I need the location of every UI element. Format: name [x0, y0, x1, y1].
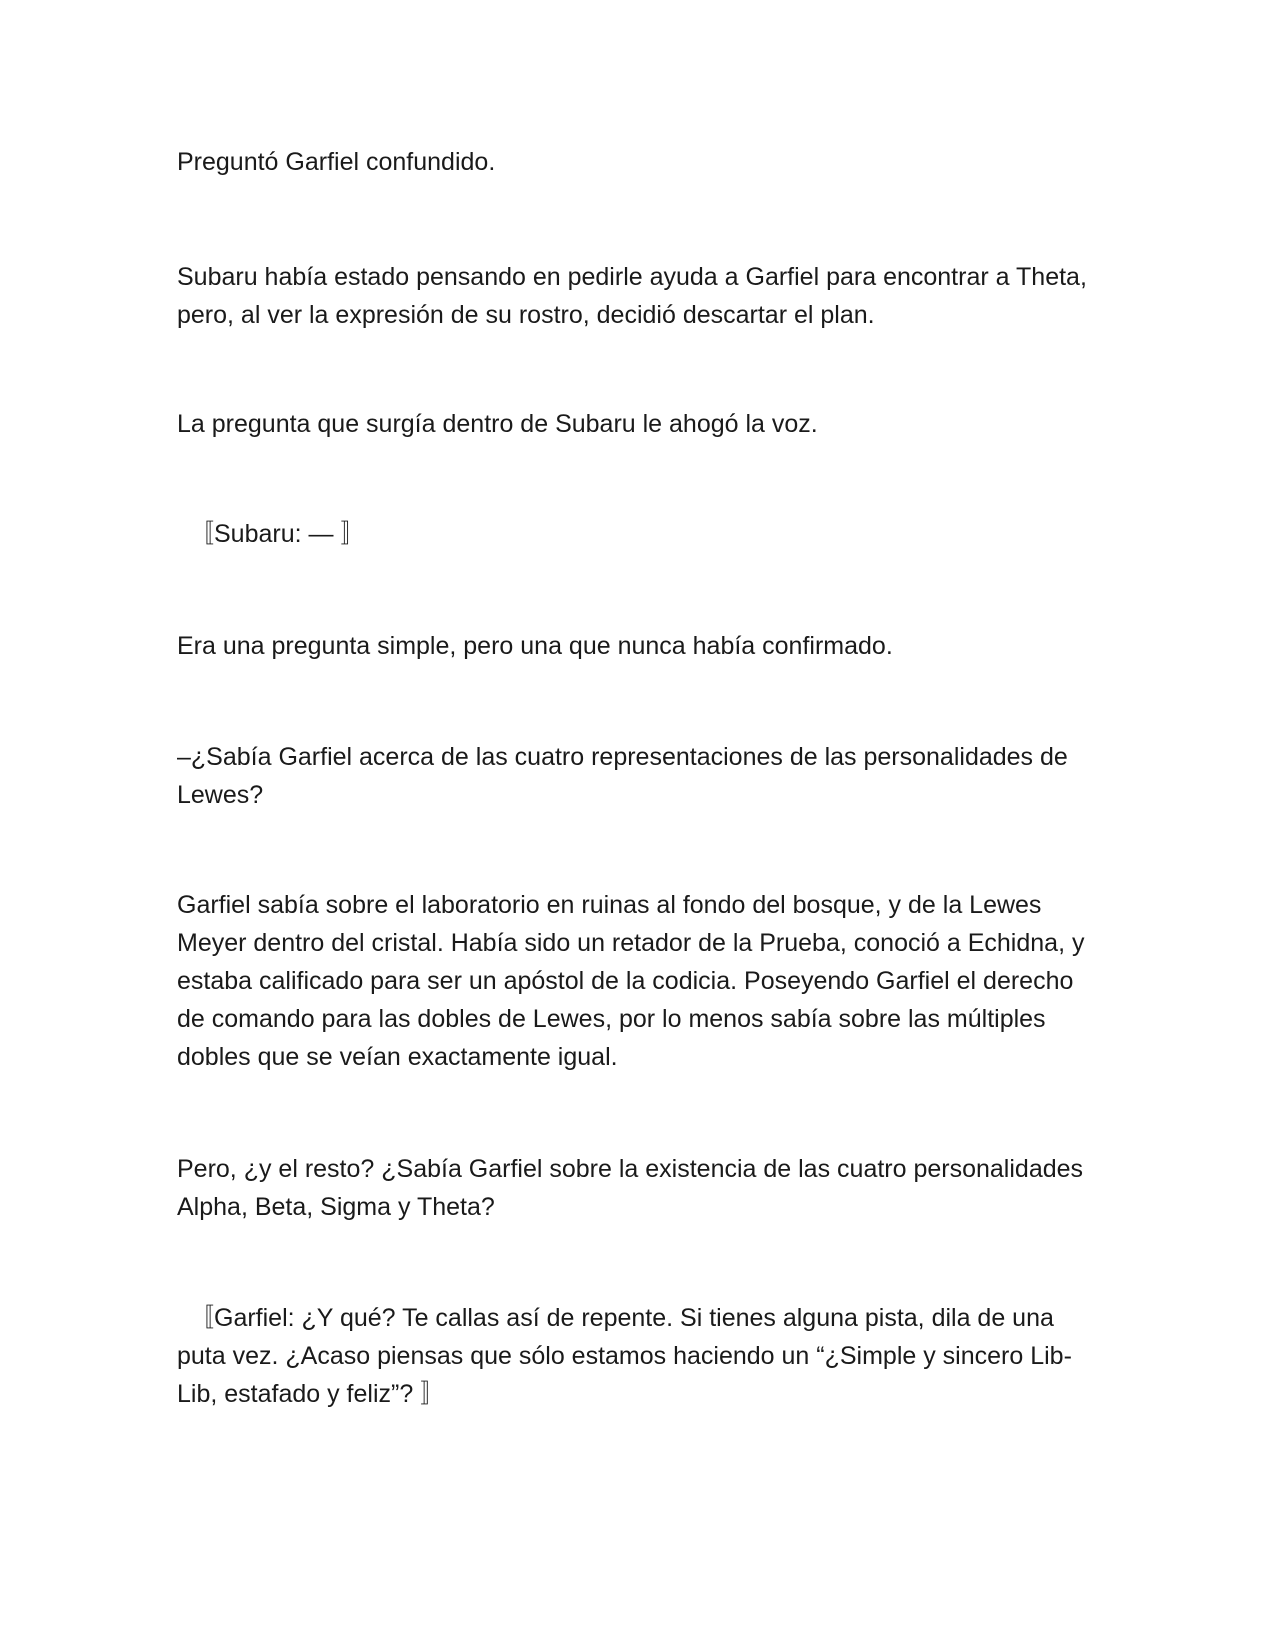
narration-paragraph: Era una pregunta simple, pero una que nunca había confirmado. — [177, 632, 893, 660]
dialogue-paragraph: 〚Subaru: — 〛 — [189, 520, 366, 548]
narration-paragraph: Garfiel sabía sobre el laboratorio en ruinas al fondo del bosque, y de la Lewes Meyer dentro del cristal. Había sido un retador de la Prueba, conoció a Echidna, y estaba calificado para ser un apóstol de la codicia. Poseyendo Garfiel el derecho de comando para las dobles de Lewes, por lo menos sabía sobre las múltiples dobles que se veían exactamente igual. — [177, 891, 1085, 1071]
narration-paragraph: Pero, ¿y el resto? ¿Sabía Garfiel sobre la existencia de las cuatro personalidades Alpha, Beta, Sigma y Theta? — [177, 1155, 1084, 1221]
dialogue-paragraph: 〚Garfiel: ¿Y qué? Te callas así de repente. Si tienes alguna pista, dila de una puta vez. ¿Acaso piensas que sólo estamos haciendo un “¿Simple y sincero Lib-Lib, estafado y feliz”? 〛 — [177, 1304, 1072, 1408]
narration-paragraph: La pregunta que surgía dentro de Subaru le ahogó la voz. — [177, 410, 818, 438]
narration-paragraph: Subaru había estado pensando en pedirle ayuda a Garfiel para encontrar a Theta, pero, al ver la expresión de su rostro, decidió descartar el plan. — [177, 263, 1087, 329]
narration-paragraph: Preguntó Garfiel confundido. — [177, 148, 496, 176]
narration-paragraph: –¿Sabía Garfiel acerca de las cuatro representaciones de las personalidades de Lewes? — [177, 743, 1068, 809]
